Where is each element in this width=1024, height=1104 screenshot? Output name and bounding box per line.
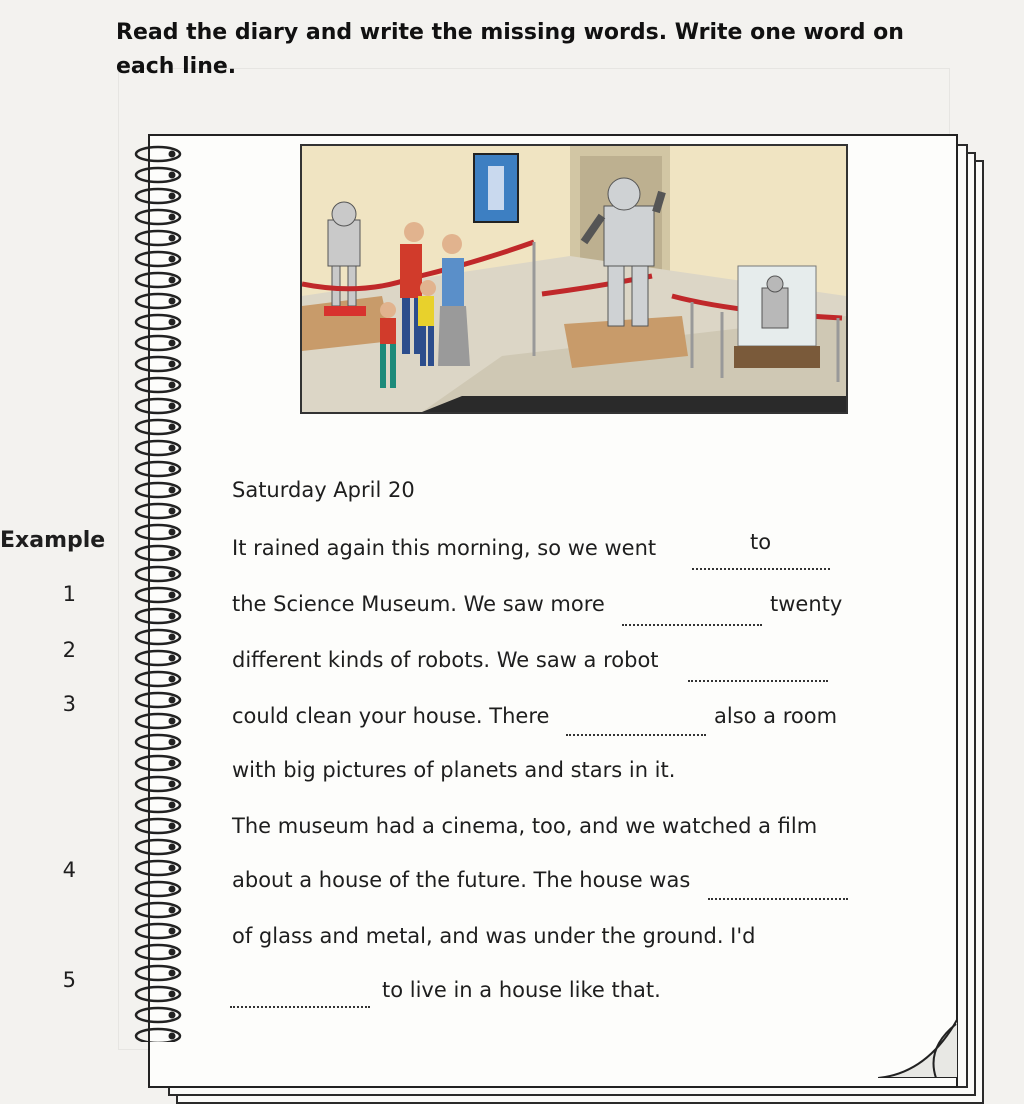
- diary-line-6: about a house of the future. The house was: [232, 868, 691, 892]
- spiral-hole: [169, 781, 176, 788]
- diary-line-example: It rained again this morning, so we went: [232, 536, 657, 560]
- diary-line-8: to live in a house like that.: [382, 978, 661, 1002]
- spiral-hole: [169, 844, 176, 851]
- diary-line-1-after: twenty: [770, 592, 843, 616]
- spiral-hole: [169, 382, 176, 389]
- spiral-hole: [169, 214, 176, 221]
- spiral-hole: [169, 760, 176, 767]
- spiral-hole: [169, 823, 176, 830]
- spiral-hole: [169, 634, 176, 641]
- instruction-text: Read the diary and write the missing words. Write one word on each line.: [116, 20, 904, 79]
- spiral-hole: [169, 487, 176, 494]
- spiral-hole: [169, 655, 176, 662]
- spiral-hole: [169, 193, 176, 200]
- spiral-hole: [169, 445, 176, 452]
- spiral-hole: [169, 319, 176, 326]
- spiral-hole: [169, 508, 176, 515]
- spiral-hole: [169, 571, 176, 578]
- diary-line-2: different kinds of robots. We saw a robot: [232, 648, 659, 672]
- page-curl-icon: [878, 1018, 958, 1078]
- answer-line-3[interactable]: [566, 732, 706, 736]
- diary-line-7: of glass and metal, and was under the ground. I'd: [232, 924, 756, 948]
- spiral-hole: [169, 466, 176, 473]
- spiral-hole: [169, 928, 176, 935]
- spiral-hole: [169, 592, 176, 599]
- question-number-4: 4: [62, 858, 76, 882]
- spiral-hole: [169, 550, 176, 557]
- question-number-1: 1: [62, 582, 76, 606]
- spiral-hole: [169, 298, 176, 305]
- answer-line-5[interactable]: [230, 1004, 370, 1008]
- spiral-hole: [169, 340, 176, 347]
- spiral-hole: [169, 1012, 176, 1019]
- diary-date: Saturday April 20: [232, 478, 415, 502]
- spiral-hole: [169, 424, 176, 431]
- diary-line-3: could clean your house. There: [232, 704, 550, 728]
- example-answer-line: [692, 566, 830, 570]
- diary-line-1: the Science Museum. We saw more: [232, 592, 605, 616]
- spiral-hole: [169, 718, 176, 725]
- spiral-hole: [169, 991, 176, 998]
- spiral-binding-icon: [118, 142, 188, 1042]
- answer-line-2[interactable]: [688, 678, 828, 682]
- example-label: Example: [0, 528, 106, 553]
- spiral-hole: [169, 256, 176, 263]
- question-number-5: 5: [62, 968, 76, 992]
- spiral-hole: [169, 949, 176, 956]
- spiral-hole: [169, 235, 176, 242]
- answer-line-1[interactable]: [622, 622, 762, 626]
- question-number-3: 3: [62, 692, 76, 716]
- spiral-hole: [169, 403, 176, 410]
- diary-line-3-after: also a room: [714, 704, 838, 728]
- example-answer: to: [750, 530, 772, 554]
- diary-line-5: The museum had a cinema, too, and we watched a film: [232, 814, 818, 838]
- diary-line-4: with big pictures of planets and stars in it.: [232, 758, 676, 782]
- spiral-hole: [169, 277, 176, 284]
- spiral-hole: [169, 361, 176, 368]
- answer-line-4[interactable]: [708, 896, 848, 900]
- spiral-hole: [169, 697, 176, 704]
- spiral-hole: [169, 1033, 176, 1040]
- spiral-hole: [169, 676, 176, 683]
- spiral-hole: [169, 886, 176, 893]
- spiral-hole: [169, 613, 176, 620]
- spiral-hole: [169, 907, 176, 914]
- question-number-2: 2: [62, 638, 76, 662]
- spiral-hole: [169, 172, 176, 179]
- spiral-hole: [169, 970, 176, 977]
- spiral-hole: [169, 802, 176, 809]
- spiral-hole: [169, 865, 176, 872]
- spiral-hole: [169, 529, 176, 536]
- spiral-hole: [169, 739, 176, 746]
- museum-robots-illustration: [300, 144, 848, 414]
- spiral-hole: [169, 151, 176, 158]
